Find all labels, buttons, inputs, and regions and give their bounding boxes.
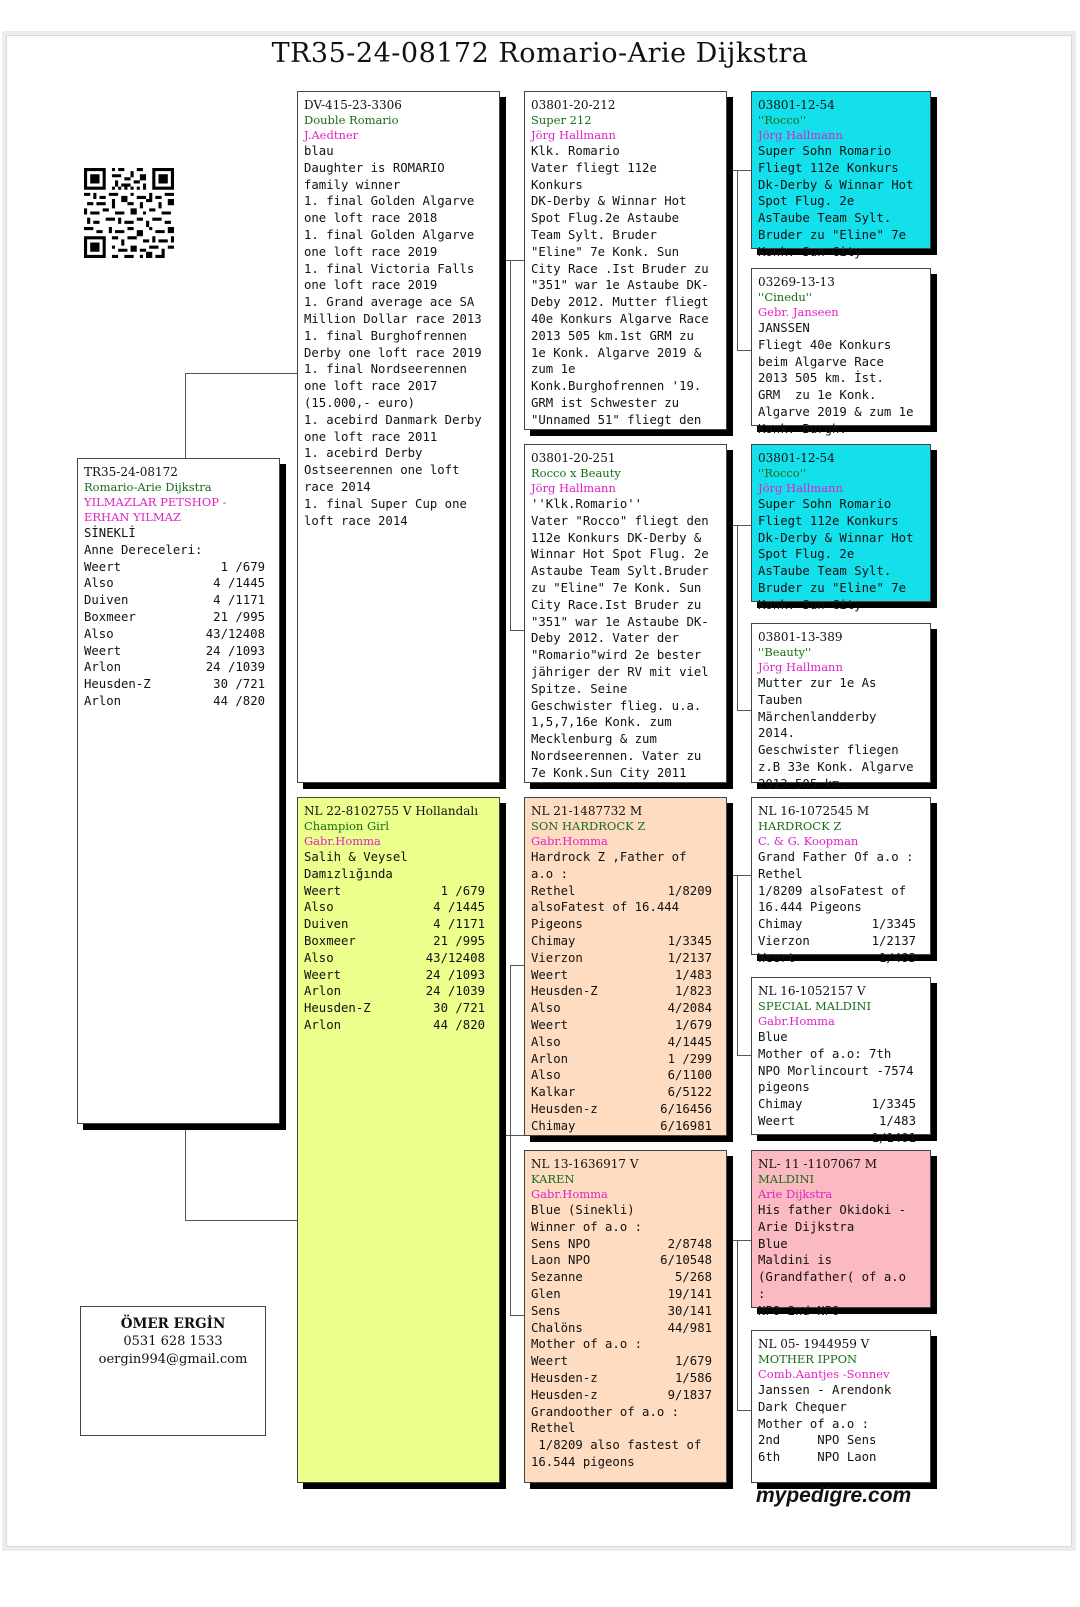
- maternal-grandfather-card: [524, 797, 727, 1136]
- ring-number: NL- 11 -1107067 M: [758, 1157, 878, 1171]
- breeder-name: Comb.Aantjes -Sonnev: [758, 1367, 890, 1381]
- great-grandparent-card-6: [751, 977, 931, 1145]
- result-row: Heusden-z 1/586: [531, 1370, 712, 1385]
- pigeon-description: Super Sohn Romario Fliegt 112e Konkurs Dk-Derby & Winnar Hot Spot Flug. 2e AsTaube Team Sylt. Bruder zu "Eline" 7e Konk. Sun City: [758, 144, 914, 259]
- result-row: Weert 1 /679: [84, 559, 265, 574]
- pigeon-name: KAREN: [531, 1172, 575, 1186]
- pigeon-description: JANSSEN Fliegt 40e Konkurs beim Algarve Race 2013 505 km. İst. GRM zu 1e Konk. Algarve 2019 & zum 1e Konk. Burgh.: [758, 321, 914, 436]
- text-line: SİNEKLİ: [84, 526, 136, 540]
- pigeon-description: Klk. Romario Vater fliegt 112e Konkurs DK-Derby & Winnar Hot Spot Flug.2e Astaube Team Sylt. Bruder "Eline" 7e Konk. Sun City Race .Ist Bruder zu "351" war 1e Astaube DK- Deby 2012. Mutter fliegt 40e Konkurs Algarve Race 2013 505 km.1st GRM zu 1e Konk. Algarve 2019 & zum 1e Konk.Burghofrennen '19. GRM ist Schwester zu "Unnamed 51" fliegt den: [531, 144, 709, 427]
- connector: [185, 373, 186, 459]
- great-grandparent-card-7: [751, 1150, 931, 1318]
- text-line: 1/8209 also fastest of: [531, 1438, 702, 1453]
- connector: [727, 525, 751, 526]
- contact-phone: 0531 628 1533: [123, 1334, 223, 1349]
- result-row: Heusden-z 9/1837: [531, 1387, 712, 1402]
- result-row: Chimay 6/16981: [531, 1118, 712, 1133]
- result-row: Boxmeer 21 /995: [304, 933, 485, 948]
- ring-number: NL 13-1636917 V: [531, 1157, 639, 1171]
- father-card: [297, 91, 500, 783]
- paternal-grandfather-card: [524, 91, 727, 430]
- pigeon-name: SPECIAL MALDINI: [758, 999, 872, 1013]
- text-line: 16.444 Pigeons: [758, 900, 862, 915]
- connector: [510, 965, 524, 966]
- ring-number: 03801-20-251: [531, 451, 616, 465]
- connector: [737, 1055, 751, 1056]
- result-row: Rethel 1/8209: [531, 883, 712, 898]
- result-row: Also 4/2084: [531, 1001, 712, 1016]
- pigeon-name: HARDROCK Z: [758, 819, 842, 833]
- result-row: Arlon 24 /1039: [84, 660, 265, 675]
- text-line: alsoFatest of 16.444: [531, 900, 680, 915]
- great-grandparent-card-8: [751, 1330, 931, 1483]
- ring-number: TR35-24-08172: [84, 465, 178, 479]
- breeder-name: Jörg Hallmann: [758, 660, 843, 674]
- text-line: Anne Dereceleri:: [84, 542, 203, 557]
- text-line: Blue (Sinekli): [531, 1203, 635, 1217]
- pigeon-name: ''Rocco'': [758, 113, 807, 127]
- result-row: Also 43/12408: [304, 950, 485, 965]
- result-row: Duiven 4 /1171: [304, 917, 485, 932]
- connector: [737, 170, 738, 350]
- result-row: Weert 1/679: [531, 1017, 712, 1032]
- result-row: Weert 24 /1093: [304, 967, 485, 982]
- pigeon-description: Super Sohn Romario Fliegt 112e Konkurs Dk-Derby & Winnar Hot Spot Flug. 2e AsTaube Team Sylt. Bruder zu "Eline" 7e Konk. Sun City: [758, 497, 914, 612]
- results-list: [84, 559, 273, 710]
- text-line: Grand Father Of a.o :: [758, 850, 914, 864]
- great-grandparent-card-2: [751, 268, 931, 436]
- ring-number: 03801-20-212: [531, 98, 616, 112]
- pigeon-description: His father Okidoki - Arie Dijkstra Blue Maldini is (Grandfather( of a.o : NPO 2nd NPO: [758, 1203, 907, 1318]
- pigeon-name: SON HARDROCK Z: [531, 819, 646, 833]
- pigeon-name: ''Rocco'': [758, 466, 807, 480]
- result-row: Weert 1 /679: [304, 883, 485, 898]
- pigeon-description: Mutter zur 1e As Tauben Märchenlandderby 2014. Geschwister fliegen z.B 33e Konk. Algarve 2013 505 km.: [758, 676, 914, 791]
- contact-name: ÖMER ERGİN: [120, 1316, 226, 1332]
- result-row: Arlon 1 /299: [531, 1051, 712, 1066]
- breeder-name: Arie Dijkstra: [758, 1187, 833, 1201]
- breeder-name: Gabr.Homma: [304, 834, 381, 848]
- result-row: Arlon 24 /1039: [304, 984, 485, 999]
- connector: [737, 1240, 738, 1410]
- breeder-name: Jörg Hallmann: [758, 128, 843, 142]
- text-line: Rethel: [758, 866, 803, 881]
- breeder-name: Jörg Hallmann: [531, 481, 616, 495]
- result-row: Weert 1/679: [531, 1354, 712, 1369]
- connector: [737, 710, 751, 711]
- result-row: Chimay 1/3345: [758, 1097, 916, 1112]
- breeder-name: Gebr. Janseen: [758, 305, 839, 319]
- breeder-name: Jörg Hallmann: [758, 481, 843, 495]
- text-line: pigeons: [758, 1080, 810, 1095]
- site-watermark: mypedigre.com: [756, 1484, 912, 1507]
- result-row: Duiven 4 /1171: [84, 593, 265, 608]
- great-grandparent-card-5: [751, 797, 931, 965]
- great-grandparent-card-4: [751, 623, 931, 791]
- pigeon-description: ''Klk.Romario'' Vater "Rocco" fliegt den 112e Konkurs DK-Derby & Winnar Hot Spot Flug. 2e Astaube Team Sylt.Bruder zu "Eline" 7e Konk. Sun City Race.Ist Bruder zu "351" war 1e Astaube DK- Deby 2012. Vater der "Romario"wird 2e bester jähriger der RV mit viel Spitze. Seine Geschwister flieg. u.a. 1,5,7,16e Konk. zum Mecklenburg & zum Nordseerennen. Vater zu 7e Konk.Sun City 2011: [531, 497, 709, 780]
- connector: [510, 630, 524, 631]
- result-row: Also 4/1445: [531, 1034, 712, 1049]
- page-title: TR35-24-08172 Romario-Arie Dijkstra: [271, 38, 809, 69]
- text-line: Pigeons: [531, 917, 583, 932]
- contact-email: oergin994@gmail.com: [98, 1352, 248, 1367]
- result-row: Heusden-z 6/16456: [531, 1101, 712, 1116]
- great-grandparent-card-3: [751, 444, 931, 612]
- result-row: Chalöns 44/981: [531, 1320, 712, 1335]
- connector: [737, 525, 738, 710]
- connector: [510, 965, 511, 1315]
- connector: [510, 260, 511, 630]
- great-grandparent-card-1: [751, 91, 931, 259]
- result-row: Chimay 1/3345: [531, 933, 712, 948]
- connector: [185, 1220, 298, 1221]
- breeder-name: Gabr.Homma: [531, 834, 608, 848]
- ring-number: 03801-13-389: [758, 630, 843, 644]
- result-row: Boxmeer 21 /995: [84, 609, 265, 624]
- connector: [737, 875, 738, 1055]
- result-row: Glen 19/141: [531, 1286, 712, 1301]
- connector: [737, 350, 751, 351]
- result-row: Heusden-Z 1/823: [531, 984, 712, 999]
- mother-card: [297, 797, 500, 1483]
- text-line: Mother of a.o: 7th: [758, 1046, 892, 1061]
- result-row: Weert 1/483: [531, 967, 712, 982]
- text-line: Mother of a.o :: [531, 1337, 643, 1352]
- result-row: Kalkar 6/5122: [531, 1085, 712, 1100]
- ring-number: 03269-13-13: [758, 275, 835, 289]
- result-row: Heusden-Z 30 /721: [304, 1001, 485, 1016]
- pigeon-name: Super 212: [531, 113, 592, 127]
- pigeon-description: Janssen - Arendonk Dark Chequer Mother of a.o : 2nd NPO Sens 6th NPO Laon: [758, 1383, 892, 1465]
- connector: [500, 1135, 524, 1136]
- connector: [737, 1410, 751, 1411]
- result-row: Sens 30/141: [531, 1303, 712, 1318]
- connector: [727, 1240, 751, 1241]
- pigeon-name: ''Cinedu'': [758, 290, 813, 304]
- ring-number: 03801-12-54: [758, 98, 835, 112]
- text-line: NPO Morlincourt -7574: [758, 1063, 914, 1078]
- subject-card: [77, 458, 280, 1124]
- ring-number: NL 21-1487732 M: [531, 804, 643, 818]
- result-row: Also 4 /1445: [304, 900, 485, 915]
- result-row: Chimay 1/3345: [758, 917, 916, 932]
- result-row: Sezanne 5/268: [531, 1270, 712, 1285]
- pigeon-name: Champion Girl: [304, 819, 390, 833]
- pigeon-name: MALDINI: [758, 1172, 815, 1186]
- text-line: Damızlığında: [304, 866, 393, 881]
- text-line: a.o :: [531, 866, 569, 881]
- ring-number: DV-415-23-3306: [304, 98, 402, 112]
- text-line: Salih & Veysel: [304, 850, 408, 864]
- text-line: Hardrock Z ,Father of: [531, 850, 687, 864]
- breeder-name: Gabr.Homma: [531, 1187, 608, 1201]
- maternal-grandmother-card: [524, 1150, 727, 1483]
- results-list: [304, 883, 493, 1034]
- pigeon-description: blau Daughter is ROMARIO family winner 1. final Golden Algarve one loft race 2018 1. final Golden Algarve one loft race 2019 1. final Victoria Falls one loft race 2019 1. Grand average ace SA Million Dollar race 2013 1. final Burghofrennen Derby one loft race 2019 1. final Nordseerennen one loft race 2017 (15.000,- euro) 1. acebird Danmark Derby one loft race 2011 1. acebird Derby Ostseerennen one loft race 2014 1. final Super Cup one loft race 2014: [304, 144, 482, 528]
- breeder-name: YILMAZLAR PETSHOP - ERHAN YILMAZ: [84, 495, 227, 524]
- qr-code-icon: [84, 164, 174, 262]
- breeder-name: Gabr.Homma: [758, 1014, 835, 1028]
- text-line: Winner of a.o :: [531, 1219, 643, 1234]
- result-row: Also 6/1100: [531, 1068, 712, 1083]
- connector: [727, 875, 751, 876]
- result-row: Also 43/12408: [84, 626, 265, 641]
- result-row: Arlon 44 /820: [84, 693, 265, 708]
- result-row: Sens NPO 2/8748: [531, 1236, 712, 1251]
- result-row: Weert 24 /1093: [84, 643, 265, 658]
- result-row: Heusden-Z 30 /721: [84, 677, 265, 692]
- result-row: Vierzon 1/2137: [758, 933, 916, 948]
- paternal-grandmother-card: [524, 444, 727, 783]
- pigeon-name: MOTHER IPPON: [758, 1352, 858, 1366]
- connector: [510, 1315, 524, 1316]
- ring-number: NL 16-1052157 V: [758, 984, 866, 998]
- text-line: Rethel: [531, 1421, 576, 1436]
- result-row: Also 4 /1445: [84, 576, 265, 591]
- text-line: Grandoother of a.o :: [531, 1404, 680, 1419]
- result-row: Arlon 44 /820: [304, 1017, 485, 1032]
- result-row: Weert 1/483: [758, 950, 916, 965]
- text-line: 1/8209 alsoFatest of: [758, 883, 907, 898]
- result-row: Vierzon 1/2137: [531, 950, 712, 965]
- connector: [185, 373, 298, 374]
- connector: [727, 170, 751, 171]
- result-row: Laon NPO 6/10548: [531, 1253, 712, 1268]
- ring-number: 03801-12-54: [758, 451, 835, 465]
- pigeon-name: Double Romario: [304, 113, 399, 127]
- breeder-name: Jörg Hallmann: [531, 128, 616, 142]
- ring-number: NL 16-1072545 M: [758, 804, 870, 818]
- pigeon-name: ''Beauty'': [758, 645, 812, 659]
- breeder-name: J.Aedtner: [304, 128, 359, 142]
- ring-number: NL 22-8102755 V Hollandalı: [304, 804, 479, 818]
- result-row: Weert 1/483: [758, 1113, 916, 1128]
- connector: [185, 1125, 186, 1221]
- breeder-name: C. & G. Koopman: [758, 834, 859, 848]
- pigeon-name: Rocco x Beauty: [531, 466, 621, 480]
- ring-number: NL 05- 1944959 V: [758, 1337, 870, 1351]
- text-line: 16.544 pigeons: [531, 1454, 635, 1469]
- text-line: Blue: [758, 1030, 788, 1044]
- contact-card: [80, 1306, 266, 1436]
- result-row: 1/1401: [871, 1130, 916, 1145]
- connector: [500, 260, 524, 261]
- pigeon-name: Romario-Arie Dijkstra: [84, 480, 212, 494]
